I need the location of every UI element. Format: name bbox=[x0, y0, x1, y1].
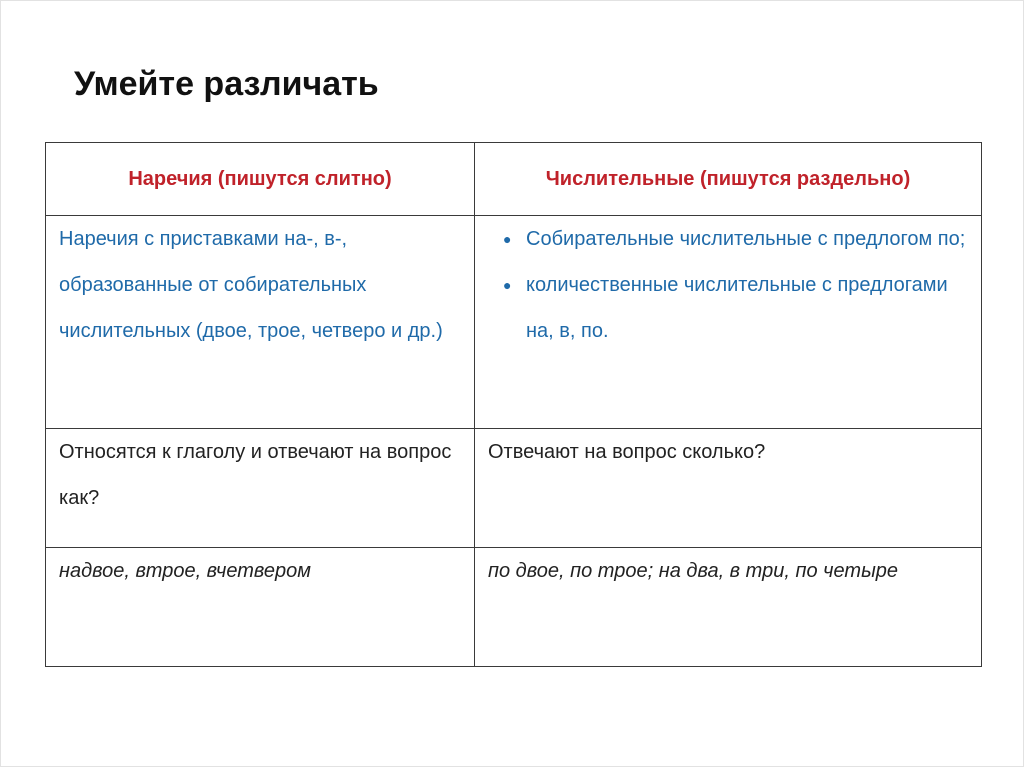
list-item bbox=[488, 216, 971, 262]
examples-numerals: по двое, по трое; на два, в три, по четыре bbox=[475, 548, 982, 667]
examples-adverbs: надвое, втрое, вчетвером bbox=[46, 548, 475, 667]
table-header-row bbox=[46, 143, 982, 216]
table-row-examples bbox=[46, 548, 982, 667]
bullet-icon: ● bbox=[503, 231, 512, 247]
page-title: Умейте различать bbox=[74, 65, 379, 103]
rule-adverbs: Наречия с приставками на-, в-, образованные от собирательных числительных (двое, трое, четверо и др.) bbox=[46, 216, 475, 429]
header-adverbs: Наречия (пишутся слитно) bbox=[46, 143, 475, 216]
bullet-icon: ● bbox=[503, 277, 512, 293]
header-numerals: Числительные (пишутся раздельно) bbox=[475, 143, 982, 216]
table-row-question bbox=[46, 429, 982, 548]
list-item-text: количественные числительные с предлогами на, в, по. bbox=[526, 274, 948, 342]
list-item-text: Собирательные числительные с предлогом по; bbox=[526, 228, 966, 250]
numeral-rule-list bbox=[488, 216, 971, 354]
question-numerals: Отвечают на вопрос сколько? bbox=[475, 429, 982, 548]
rule-numerals bbox=[475, 216, 982, 429]
comparison-table bbox=[45, 142, 982, 667]
question-adverbs: Относятся к глаголу и отвечают на вопрос как? bbox=[46, 429, 475, 548]
list-item bbox=[488, 262, 971, 354]
table-row-rules bbox=[46, 216, 982, 429]
